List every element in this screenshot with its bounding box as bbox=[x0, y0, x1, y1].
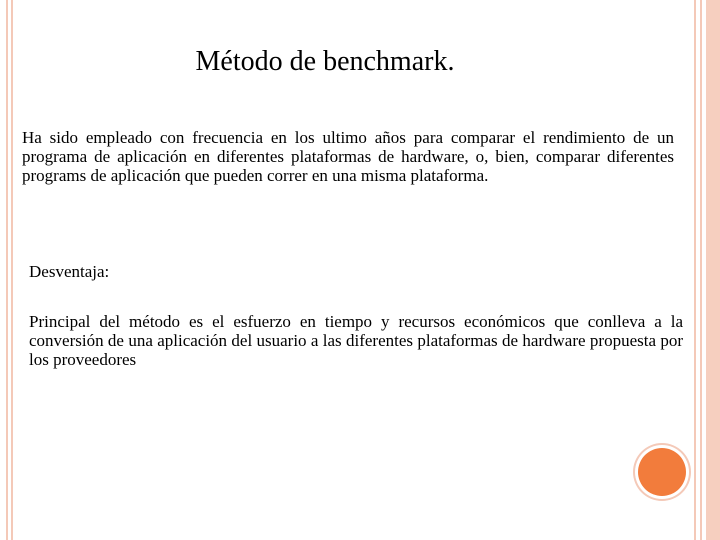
frame-left-line-outer bbox=[6, 0, 8, 540]
frame-right-band bbox=[706, 0, 720, 540]
frame-right-line-1 bbox=[694, 0, 696, 540]
frame-left-line-inner bbox=[11, 0, 13, 540]
intro-paragraph: Ha sido empleado con frecuencia en los ultimo años para comparar el rendimiento de un programa de aplicación en diferentes plataformas de hardware, o, bien, comparar diferentes programs de aplicación que pueden correr en una misma plataforma. bbox=[22, 128, 674, 185]
frame-right-line-2 bbox=[700, 0, 702, 540]
slide-title-text: Método de benchmark. bbox=[195, 46, 455, 77]
decorative-circle-icon bbox=[638, 448, 686, 496]
disadvantage-paragraph: Principal del método es el esfuerzo en tiempo y recursos económicos que conlleva a la conversión de una aplicación del usuario a las diferentes plataformas de hardware propuesta por los proveedores bbox=[29, 312, 683, 369]
slide-title bbox=[0, 44, 650, 80]
disadvantage-label: Desventaja: bbox=[29, 262, 110, 281]
